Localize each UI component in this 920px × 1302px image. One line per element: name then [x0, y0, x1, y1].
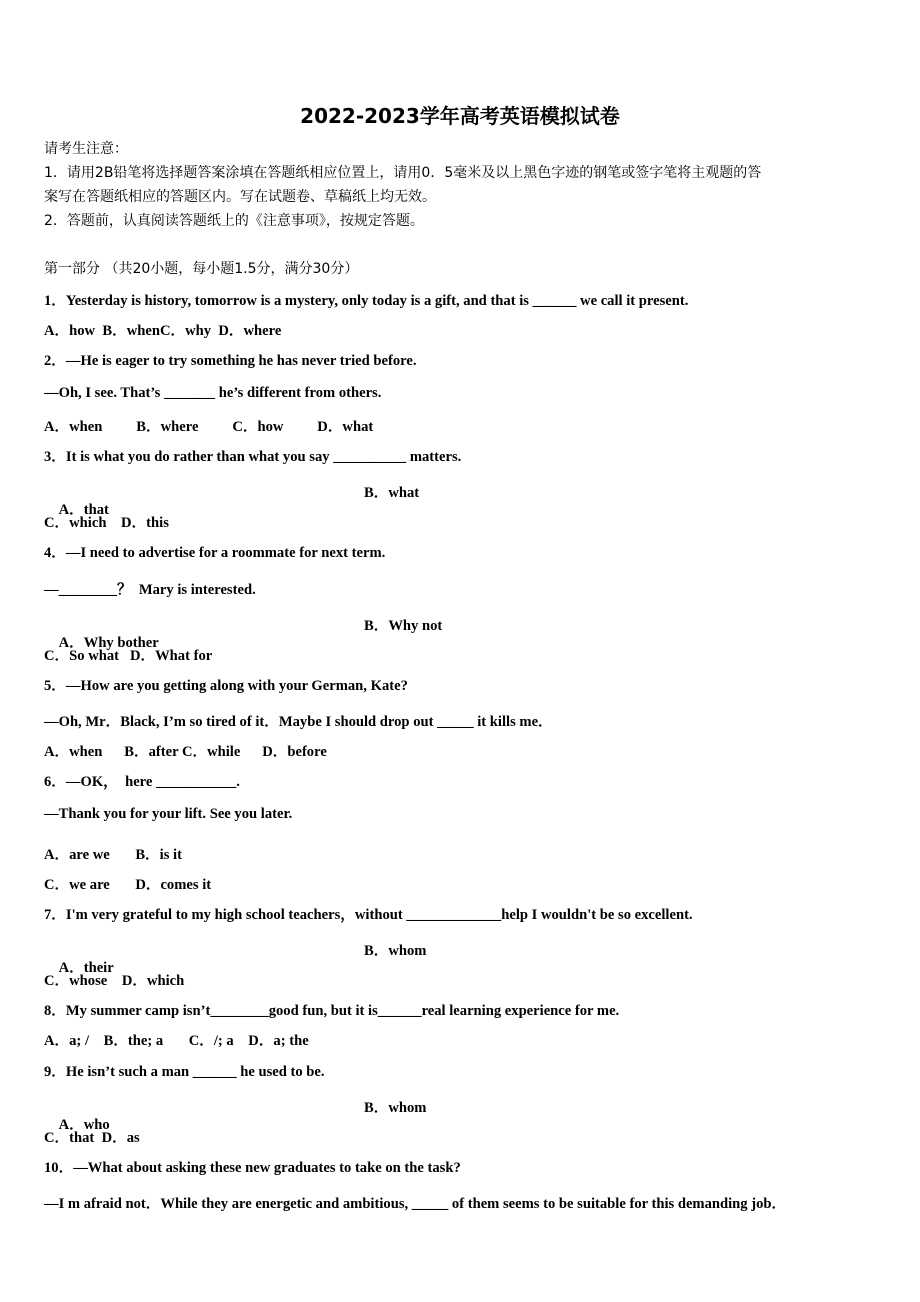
question-4-stem: 4．—I need to advertise for a roommate for next term.: [44, 545, 386, 561]
question-6-stem: 6．—OK， here ___________.: [44, 774, 240, 790]
question-6-options-row-1: A．are we B．is it: [44, 847, 182, 863]
question-6-reply: —Thank you for your lift. See you later.: [44, 806, 293, 822]
notice-line-1: 1．请用2B铅笔将选择题答案涂填在答题纸相应位置上，请用0．5毫米及以上黑色字迹的钢笔或签字笔将主观题的答: [44, 165, 762, 181]
question-4-option-a: A．Why bother: [58, 635, 159, 651]
question-3-option-b: B．what: [364, 485, 420, 501]
page-title: 2022-2023学年高考英语模拟试卷: [300, 104, 620, 128]
question-7-options-row-2: C．whose D．which: [44, 973, 185, 989]
question-2-reply: —Oh, I see. That’s _______ he’s different from others.: [44, 385, 382, 401]
question-8-options: A．a; / B．the; a C．/; a D．a; the: [44, 1033, 309, 1049]
question-10-stem: 10．—What about asking these new graduates to take on the task?: [44, 1160, 461, 1176]
question-4-option-b: B．Why not: [364, 618, 443, 634]
question-6-options-row-2: C．we are D．comes it: [44, 877, 212, 893]
question-9-stem: 9．He isn’t such a man ______ he used to be.: [44, 1064, 325, 1080]
question-3-option-a: A．that: [58, 502, 109, 518]
question-3-options-row-2: C．which D．this: [44, 515, 169, 531]
question-1-stem: 1．Yesterday is history, tomorrow is a mystery, only today is a gift, and that is ______ we call it present.: [44, 293, 689, 309]
notice-line-2: 案写在答题纸相应的答题区内。写在试题卷、草稿纸上均无效。: [44, 189, 436, 205]
question-9-options-row-2: C．that D．as: [44, 1130, 140, 1146]
question-9-option-b: B．whom: [364, 1100, 427, 1116]
notice-line-3: 2．答题前，认真阅读答题纸上的《注意事项》，按规定答题。: [44, 213, 424, 229]
question-7-option-b: B．whom: [364, 943, 427, 959]
question-5-stem: 5．—How are you getting along with your German, Kate?: [44, 678, 408, 694]
question-4-reply: —________？ Mary is interested.: [44, 582, 256, 598]
notice-heading: 请考生注意：: [44, 141, 128, 157]
question-3-stem: 3．It is what you do rather than what you say __________ matters.: [44, 449, 462, 465]
question-2-stem: 2．—He is eager to try something he has never tried before.: [44, 353, 417, 369]
question-5-reply: —Oh, Mr．Black, I’m so tired of it．Maybe I should drop out _____ it kills me．: [44, 714, 553, 730]
question-9-option-a: A．who: [58, 1117, 110, 1133]
section-heading: 第一部分 （共20小题，每小题1.5分，满分30分）: [44, 261, 359, 277]
question-4-options-row-2: C．So what D．What for: [44, 648, 213, 664]
question-7-stem: 7．I'm very grateful to my high school teachers，without _____________help I wouldn't be so excellent.: [44, 907, 693, 923]
question-10-reply: —I m afraid not．While they are energetic and ambitious, _____ of them seems to be suitable for this demanding job．: [44, 1196, 787, 1212]
question-7-option-a: A．their: [58, 960, 114, 976]
question-8-stem: 8．My summer camp isn’t________good fun, but it is______real learning experience for me.: [44, 1003, 620, 1019]
question-2-options: A．when B．where C．how D．what: [44, 419, 374, 435]
question-5-options: A．when B．after C．while D．before: [44, 744, 327, 760]
question-1-options: A．how B．whenC．why D．where: [44, 323, 282, 339]
